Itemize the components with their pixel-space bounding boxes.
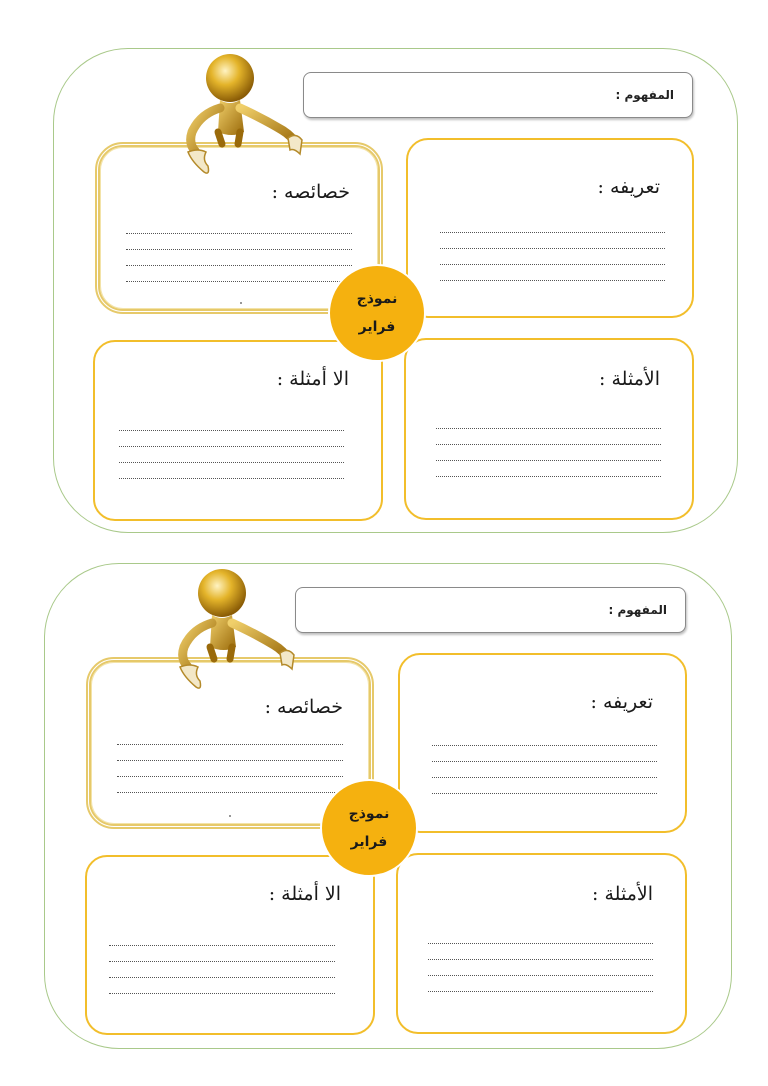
badge-line-2: فراير [350,834,388,850]
definition-box-2 [398,653,687,833]
concept-field-1[interactable] [303,72,693,118]
frayer-model-badge-1 [328,264,426,362]
writing-lines[interactable] [440,232,665,296]
badge-line-2: فراير [358,319,396,335]
concept-field-2[interactable] [295,587,686,633]
badge-line-1: نموذج [348,806,390,822]
frayer-model-badge-2 [320,779,418,877]
golden-3d-figure-icon [162,567,302,707]
concept-label: المفهوم : [608,603,667,617]
non-examples-title: الا أمثلة : [268,883,341,905]
writing-lines[interactable] [126,233,352,297]
non-examples-box-2 [85,855,375,1035]
writing-lines[interactable] [432,745,657,809]
definition-box-1 [406,138,694,318]
writing-lines[interactable] [109,945,335,1009]
examples-title: الأمثلة : [599,368,660,390]
dot-mark [240,302,242,304]
characteristics-title: خصائصه : [264,696,343,718]
characteristics-title: خصائصه : [271,181,350,203]
non-examples-title: الا أمثلة : [276,368,349,390]
writing-lines[interactable] [117,744,343,808]
writing-lines[interactable] [119,430,344,494]
definition-title: تعريفه : [597,176,660,198]
examples-title: الأمثلة : [592,883,653,905]
dot-mark [229,815,231,817]
definition-title: تعريفه : [590,691,653,713]
examples-box-2 [396,853,687,1034]
badge-line-1: نموذج [356,291,398,307]
concept-label: المفهوم : [615,88,674,102]
golden-3d-figure-icon [170,52,310,192]
examples-box-1 [404,338,694,520]
writing-lines[interactable] [428,943,653,1007]
non-examples-box-1 [93,340,383,521]
writing-lines[interactable] [436,428,661,492]
